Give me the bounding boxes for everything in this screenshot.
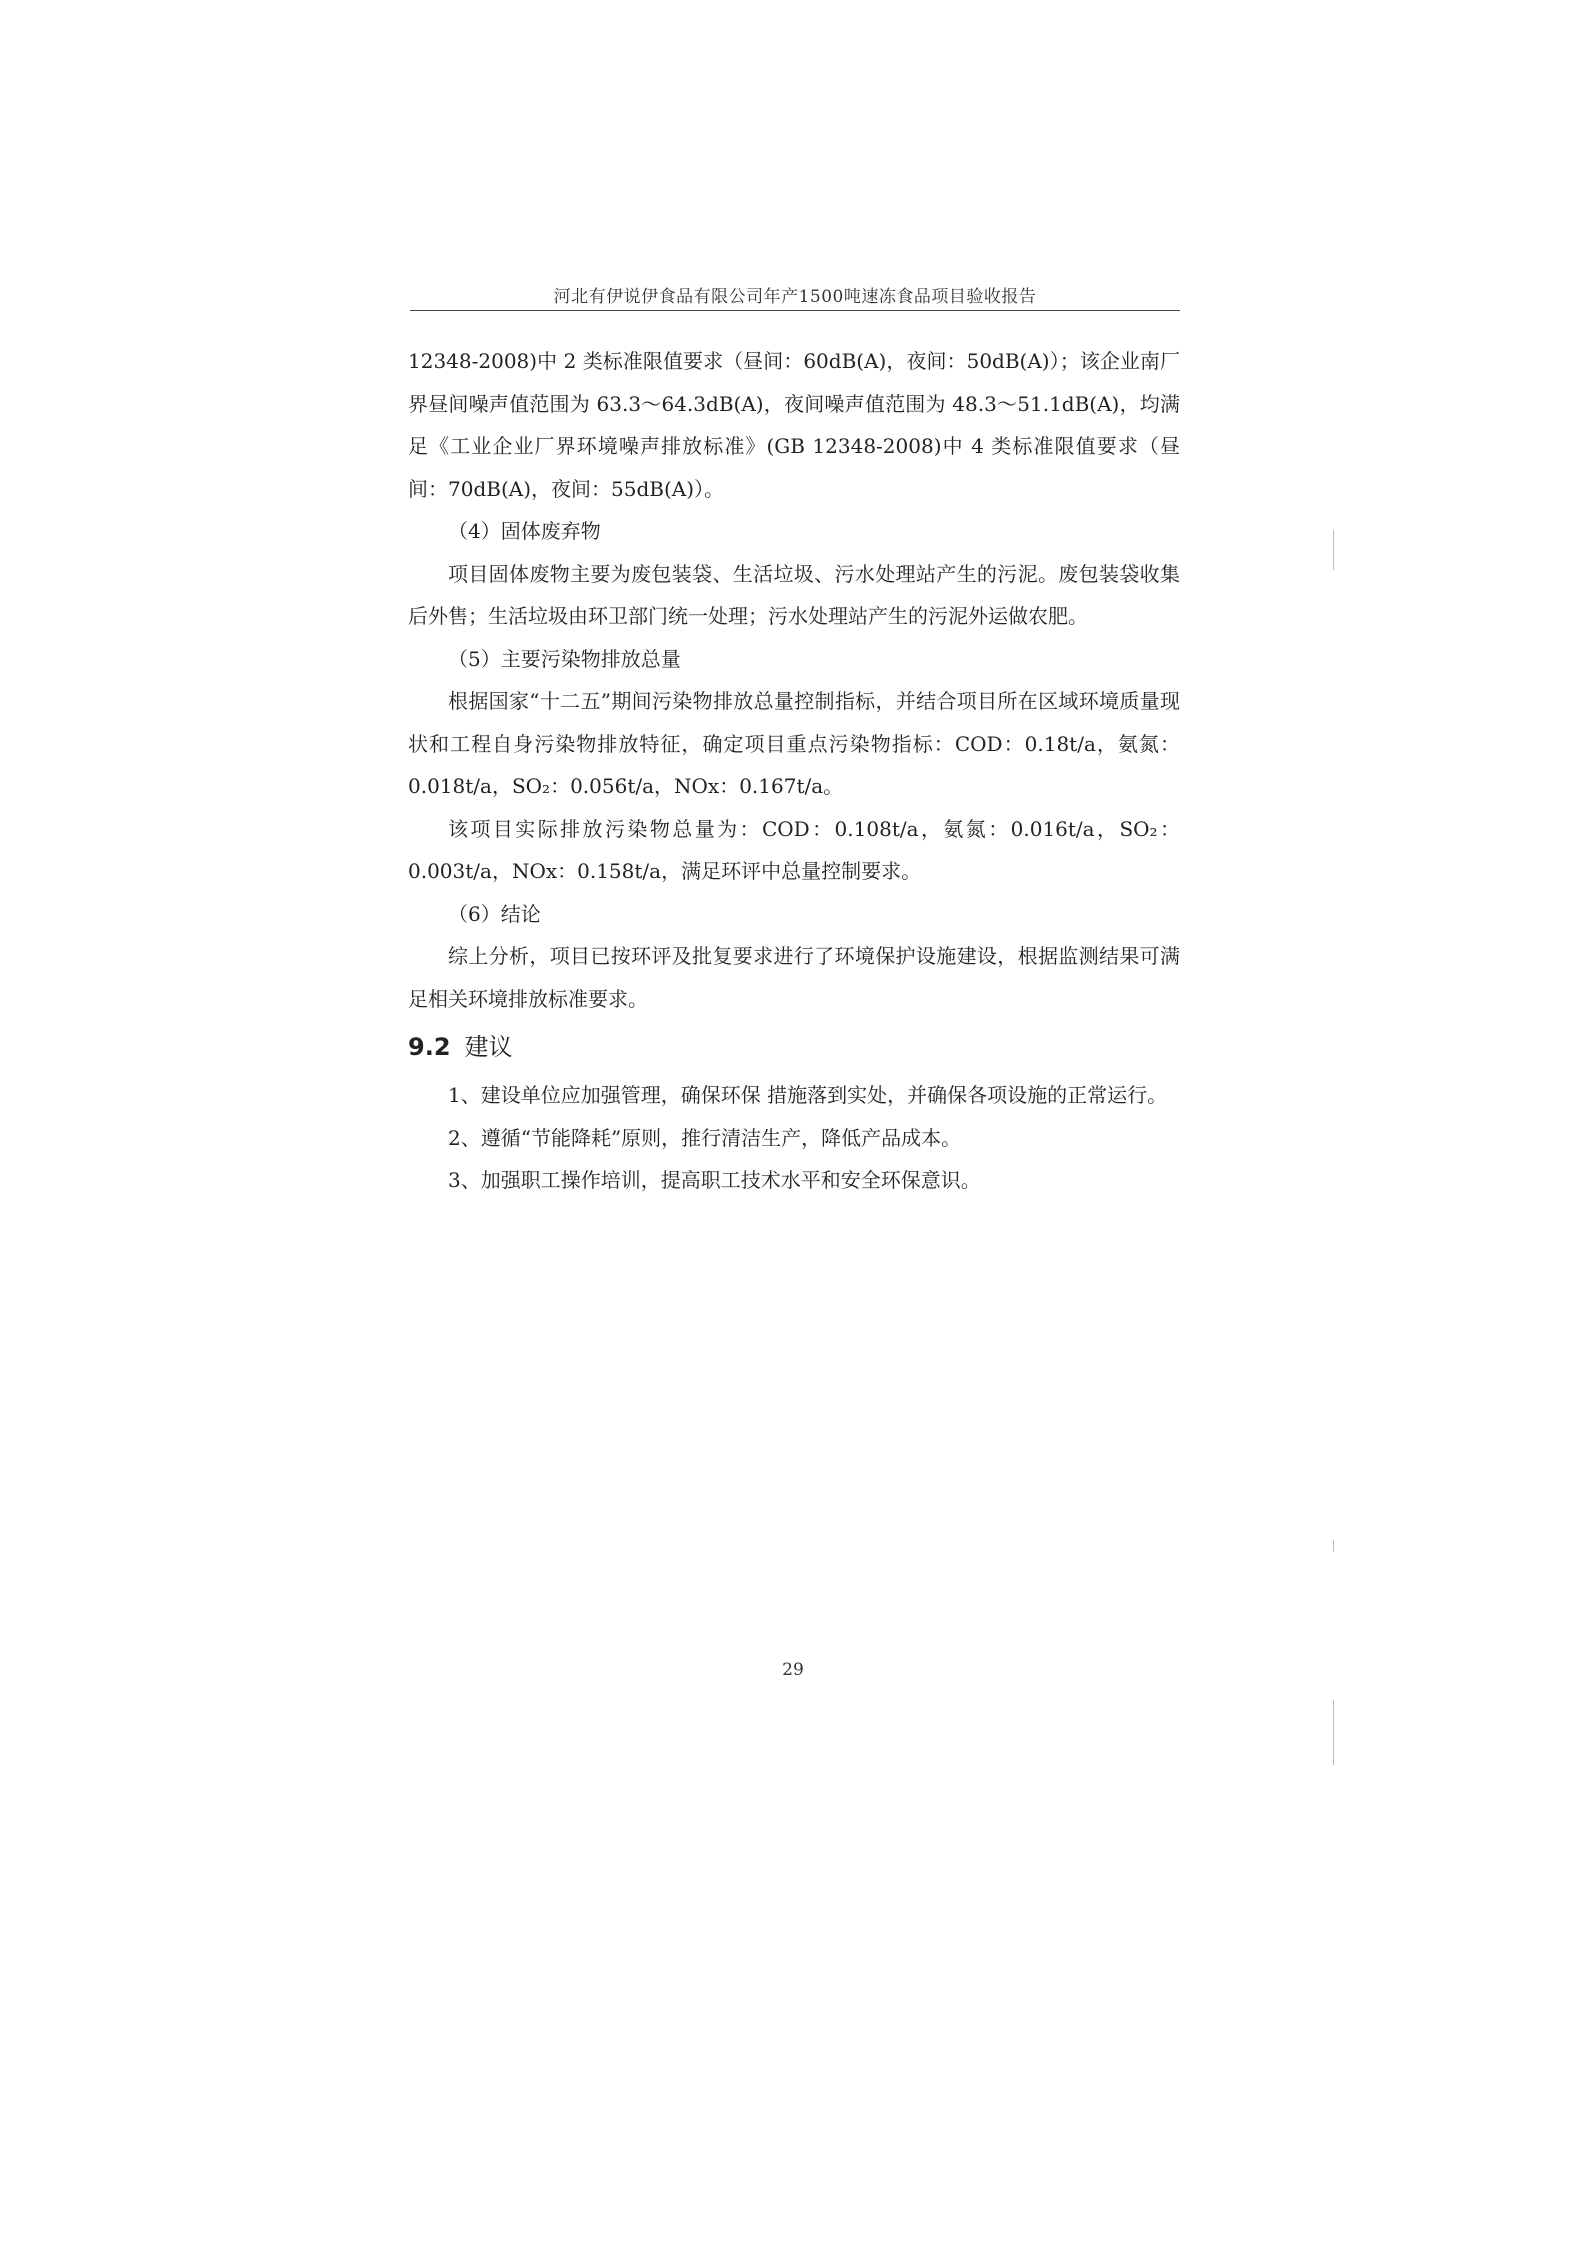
- suggestion-item-1: 1、建设单位应加强管理，确保环保 措施落到实处，并确保各项设施的正常运行。: [448, 1083, 1168, 1107]
- section-heading: [408, 1024, 1180, 1070]
- scan-edge-mark: [1333, 1540, 1334, 1552]
- emission-actual-paragraph: 该项目实际排放污染物总量为：COD：0.108t/a，氨氮：0.016t/a，SO₂：0.003t/a，NOx：0.158t/a，满足环评中总量控制要求。: [408, 816, 1180, 883]
- header-rule: [410, 310, 1180, 311]
- conclusion-paragraph: 综上分析，项目已按环评及批复要求进行了环境保护设施建设，根据监测结果可满足相关环境排放标准要求。: [408, 944, 1180, 1011]
- section-number: 9.2: [408, 1033, 451, 1061]
- page-body: [408, 340, 1180, 1202]
- suggestion-item-2: 2、遵循“节能降耗”原则，推行清洁生产，降低产品成本。: [448, 1125, 962, 1150]
- suggestion-item-3: 3、加强职工操作培训，提高职工技术水平和安全环保意识。: [448, 1168, 981, 1192]
- page-number: 29: [782, 1660, 804, 1680]
- subheading-total-emissions: （5）主要污染物排放总量: [448, 646, 681, 671]
- section-title: 建议: [464, 1033, 513, 1061]
- subheading-solid-waste: （4）固体废弃物: [448, 519, 601, 543]
- scan-edge-mark: [1333, 1700, 1334, 1765]
- scan-edge-mark: [1333, 530, 1334, 570]
- subheading-conclusion: （6）结论: [448, 901, 541, 926]
- solid-waste-paragraph: 项目固体废物主要为废包装袋、生活垃圾、污水处理站产生的污泥。废包装袋收集后外售；生活垃圾由环卫部门统一处理；污水处理站产生的污泥外运做农肥。: [408, 561, 1180, 628]
- noise-paragraph: 12348-2008)中 2 类标准限值要求（昼间：60dB(A)，夜间：50dB(A)）；该企业南厂界昼间噪声值范围为 63.3～64.3dB(A)，夜间噪声值范围为 48.3～51.1dB(A)，均满足《工业企业厂界环境噪声排放标准》(GB 12348-2008)中 4 类标准限值要求（昼间：70dB(A)，夜间：55dB(A)）。: [408, 349, 1180, 501]
- emission-targets-paragraph: 根据国家“十二五”期间污染物排放总量控制指标，并结合项目所在区域环境质量现状和工程自身污染物排放特征，确定项目重点污染物指标：COD：0.18t/a，氨氮：0.018t/a，SO₂：0.056t/a，NOx：0.167t/a。: [408, 689, 1180, 798]
- document-header: 河北有伊说伊食品有限公司年产1500吨速冻食品项目验收报告: [553, 287, 1037, 307]
